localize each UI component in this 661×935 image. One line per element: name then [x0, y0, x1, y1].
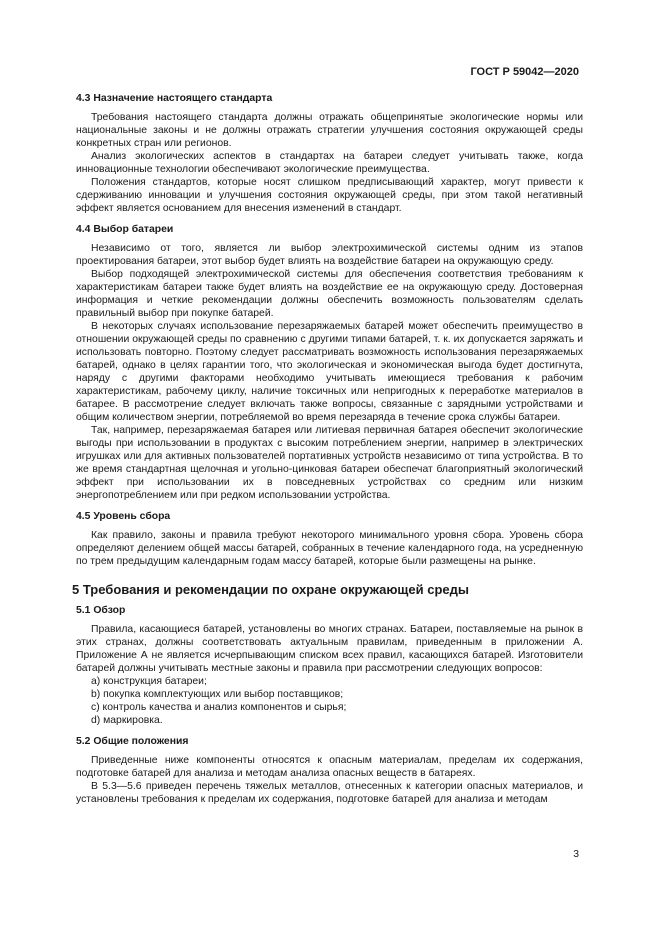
- paragraph: В 5.3—5.6 приведен перечень тяжелых металлов, отнесенных к категории опасных материалов, и установлены требования к пределам их содержания, подготовке батарей для анализа и методам: [76, 781, 583, 805]
- list-item: b) покупка комплектующих или выбор поставщиков;: [91, 689, 344, 700]
- page-number: 3: [573, 849, 579, 860]
- list-item: c) контроль качества и анализ компонентов и сырья;: [91, 702, 347, 713]
- list-item: a) конструкция батареи;: [91, 676, 207, 687]
- topics-list: [76, 675, 583, 727]
- paragraph: Анализ экологических аспектов в стандартах на батареи следует учитывать также, когда инновационные технологии обеспечивают экологические преимущества.: [76, 151, 583, 175]
- paragraph: Требования настоящего стандарта должны отражать общепринятые экологические нормы или национальные законы и не должны отражать стратегии улучшения состояния окружающей среды конкретных стран или регионов.: [76, 112, 583, 149]
- chapter-heading: 5 Требования и рекомендации по охране окружающей среды: [72, 582, 469, 597]
- section-4-5: [76, 510, 583, 568]
- paragraph: В некоторых случаях использование перезаряжаемых батарей может обеспечить преимущество в отношении окружающей среды по сравнению с другими типами батарей, т. к. их допускается заряжать и использовать повторно. Поэтому следует рассматривать возможность использования перезаряжаемых батарей, однако в целях гарантии того, что экологическая и экономическая выгода будет достигнута, наряду с другими факторами необходимо учитывать имеющиеся требования к рабочим характеристикам, рабочему циклу, наличие токсичных или непригодных к переработке материалов в батарее. В рассмотрение следует включать также вопросы, связанные с зарядными устройствами и общим количеством энергии, потребляемой во время перезаряда в течение срока службы батареи.: [76, 321, 583, 423]
- section-4-4: [76, 223, 583, 502]
- section-heading: 4.3 Назначение настоящего стандарта: [76, 93, 273, 104]
- section-heading: 5.1 Обзор: [76, 605, 126, 616]
- section-heading: 4.5 Уровень сбора: [76, 511, 171, 522]
- document-code: ГОСТ Р 59042—2020: [470, 66, 579, 78]
- paragraph: Положения стандартов, которые носят слишком предписывающий характер, могут привести к сдерживанию инновации и улучшения состояния окружающей среды, при этом такой негативный эффект является основанием для внесения изменений в стандарт.: [76, 177, 583, 214]
- section-5-1: [76, 604, 583, 727]
- paragraph: Как правило, законы и правила требуют некоторого минимального уровня сбора. Уровень сбора определяют делением общей массы батарей, собранных в течение календарного года, на усредненную по трем предыдущим календарным годам массу батарей, которые были размещены на рынке.: [76, 530, 583, 567]
- section-5-2: [76, 735, 583, 806]
- paragraph: Выбор подходящей электрохимической системы для обеспечения соответствия требованиям к характеристикам батареи также будет влиять на воздействие ее на окружающую среду. Достоверная информация и четкие рекомендации должны обеспечить возможность пользователям сделать правильный выбор при покупке батарей.: [76, 269, 583, 319]
- section-heading: 4.4 Выбор батареи: [76, 224, 174, 235]
- section-heading: 5.2 Общие положения: [76, 736, 189, 747]
- paragraph: Приведенные ниже компоненты относятся к опасным материалам, пределам их содержания, подготовке батарей для анализа и методам анализа опасных веществ в батареях.: [76, 755, 583, 779]
- section-4-3: [76, 92, 583, 215]
- paragraph: Независимо от того, является ли выбор электрохимической системы одним из этапов проектирования батареи, этот выбор будет влиять на воздействие батареи на окружающую среду.: [76, 243, 583, 267]
- paragraph: Так, например, перезаряжаемая батарея или литиевая первичная батарея обеспечит экологические выгоды при использовании в продуктах с высоким потреблением энергии, например в электрических игрушках или для активных пользователей портативных устройств независимо от типа устройства. В то же время стандартная щелочная и угольно-цинковая батареи обеспечат благоприятный экологический эффект при использовании их в повседневных устройствах со средним или низким энергопотреблением или при редком использовании устройства.: [76, 425, 583, 501]
- paragraph: Правила, касающиеся батарей, установлены во многих странах. Батареи, поставляемые на рынок в этих странах, должны соответствовать актуальным правилам, приведенным в приложении А. Приложение А не является исчерпывающим списком всех правил, касающихся батарей. Изготовители батарей должны учитывать местные законы и правила при рассмотрении следующих вопросов:: [76, 624, 583, 674]
- page-content: [72, 92, 583, 814]
- list-item: d) маркировка.: [91, 715, 163, 726]
